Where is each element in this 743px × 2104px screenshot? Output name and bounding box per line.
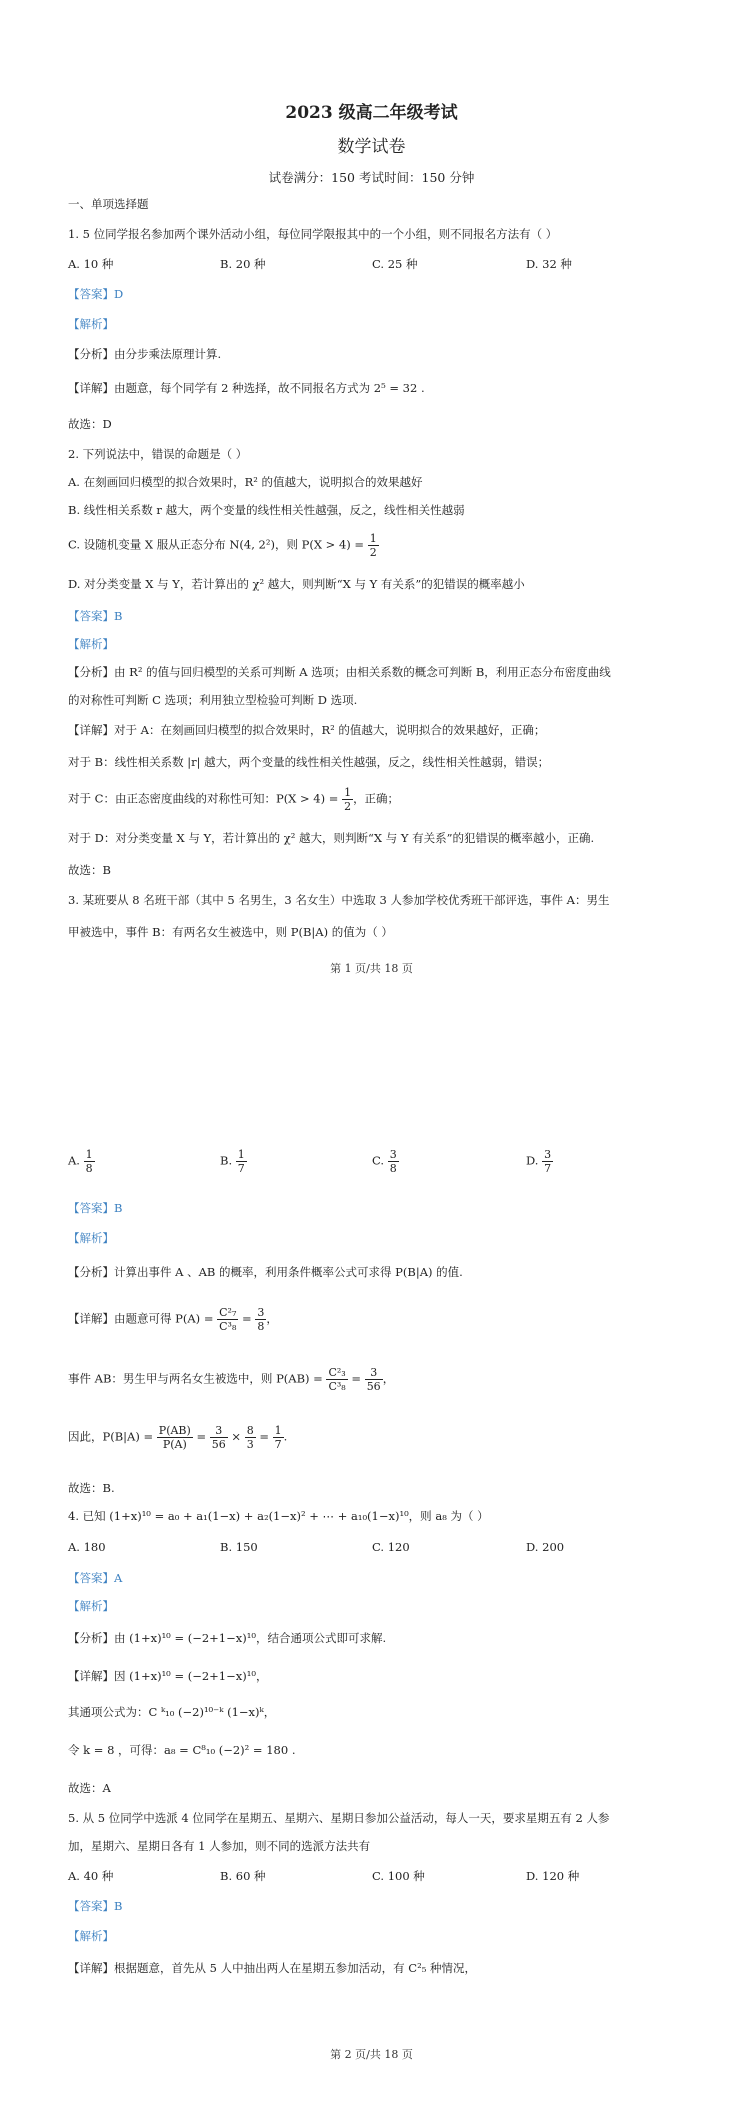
q2-option-c — [68, 532, 379, 559]
q4-stem: 4. 已知 (1+x)¹⁰ = a₀ + a₁(1−x) + a₂(1−x)² + ⋯ + a₁₀(1−x)¹⁰，则 a₈ 为（ ） — [68, 1509, 489, 1523]
q5-analysis-label: 【解析】 — [68, 1929, 114, 1943]
exam-subtitle: 数学试卷 — [337, 137, 406, 157]
answer-label: 【答案】 — [68, 1571, 114, 1585]
q5-option-c: C. 100 种 — [372, 1869, 425, 1883]
exam-title: 2023 级高二年级考试 — [285, 103, 458, 123]
fraction-numerator: 8 — [246, 1424, 254, 1437]
exam-info: 试卷满分：150 考试时间：150 分钟 — [268, 170, 475, 185]
q1-analysis-label: 【解析】 — [68, 317, 114, 331]
answer-label: 【答案】 — [68, 1899, 114, 1913]
q1-option-b: B. 20 种 — [220, 257, 266, 271]
fraction-denominator: 7 — [544, 1162, 552, 1175]
q3-option-a-label: A. — [68, 1153, 80, 1168]
q3-answer-value: B — [114, 1201, 123, 1215]
fraction-numerator: P(AB) — [158, 1424, 191, 1437]
q3-detail-3-tail: . — [283, 1429, 288, 1444]
q5-answer-value: B — [114, 1899, 123, 1913]
q3-fenxi: 【分析】计算出事件 A 、AB 的概率，利用条件概率公式可求得 P(B|A) 的值. — [68, 1265, 463, 1279]
q2-option-b: B. 线性相关系数 r 越大，两个变量的线性相关性越强，反之，线性相关性越弱 — [68, 503, 465, 517]
q3-option-b-label: B. — [220, 1153, 233, 1168]
q2-option-c-text: C. 设随机变量 X 服从正态分布 N(4, 2²)，则 P(X > 4) = — [68, 537, 365, 552]
q1-answer-value: D — [114, 287, 124, 301]
answer-label: 【答案】 — [68, 1201, 114, 1215]
q2-conclusion: 故选：B — [68, 863, 111, 877]
fraction-denominator: 8 — [389, 1162, 397, 1175]
fraction-denominator: 56 — [366, 1380, 381, 1393]
fraction-numerator: 3 — [544, 1148, 552, 1161]
q3-detail-2-text: 事件 AB：男生甲与两名女生被选中，则 P(AB) = — [68, 1371, 323, 1386]
q2-option-d: D. 对分类变量 X 与 Y，若计算出的 χ² 越大，则判断“X 与 Y 有关系”的犯错误的概率越小 — [68, 577, 525, 591]
q1-option-c: C. 25 种 — [372, 257, 418, 271]
fraction-numerator: 1 — [344, 786, 352, 799]
equals-sign: = — [351, 1371, 362, 1386]
q2-detail-d: 对于 D：对分类变量 X 与 Y，若计算出的 χ² 越大，则判断“X 与 Y 有关系”的犯错误的概率越小，正确. — [68, 831, 595, 845]
q3-option-d — [526, 1148, 553, 1175]
fraction-denominator: 3 — [246, 1438, 254, 1451]
fraction-denominator: 8 — [85, 1162, 93, 1175]
q1-answer — [68, 286, 123, 302]
q3-detail-1 — [68, 1306, 278, 1333]
q5-option-d: D. 120 种 — [526, 1869, 580, 1883]
q4-option-b: B. 150 — [220, 1540, 258, 1554]
section-heading: 一、单项选择题 — [68, 197, 149, 211]
q5-stem-line2: 加，星期六、星期日各有 1 人参加，则不同的选派方法共有 — [68, 1839, 371, 1853]
q2-answer — [68, 608, 122, 624]
fraction-numerator: 1 — [369, 532, 377, 545]
q1-stem: 1. 5 位同学报名参加两个课外活动小组，每位同学限报其中的一个小组，则不同报名方法有（ ） — [68, 227, 558, 241]
q1-option-a: A. 10 种 — [68, 257, 114, 271]
q3-option-a — [68, 1148, 95, 1175]
q4-detail-1: 【详解】因 (1+x)¹⁰ = (−2+1−x)¹⁰， — [68, 1669, 268, 1683]
fraction-numerator: 1 — [85, 1148, 93, 1161]
q3-detail-2-tail: ， — [382, 1371, 395, 1386]
fraction-denominator: 8 — [257, 1320, 265, 1333]
q3-detail-3-text: 因此，P(B|A) = — [68, 1429, 154, 1444]
q3-option-d-label: D. — [526, 1153, 539, 1168]
fraction-denominator: 2 — [344, 800, 352, 813]
q1-conclusion: 故选：D — [68, 417, 112, 431]
fraction-denominator: 7 — [274, 1438, 282, 1451]
q1-option-d: D. 32 种 — [526, 257, 572, 271]
fraction-numerator: 3 — [365, 1366, 383, 1380]
q1-detail: 【详解】由题意，每个同学有 2 种选择，故不同报名方式为 2⁵ = 32 . — [68, 381, 425, 395]
q4-option-d: D. 200 — [526, 1540, 565, 1554]
fraction-denominator: 7 — [237, 1162, 245, 1175]
q4-answer-value: A — [114, 1571, 123, 1585]
q4-detail-2: 其通项公式为：C ᵏ₁₀ (−2)¹⁰⁻ᵏ (1−x)ᵏ， — [68, 1705, 276, 1719]
q2-detail-c-tail: ，正确； — [353, 791, 400, 806]
q2-stem: 2. 下列说法中，错误的命题是（ ） — [68, 447, 248, 461]
q2-detail-a: 【详解】对于 A：在刻画回归模型的拟合效果时，R² 的值越大，说明拟合的效果越好，正确； — [68, 723, 546, 737]
q3-detail-1-tail: ， — [266, 1311, 278, 1326]
q5-stem-line1: 5. 从 5 位同学中选派 4 位同学在星期五、星期六、星期日参加公益活动，每人一天，要求星期五有 2 人参 — [68, 1811, 610, 1825]
equals-sign: = — [196, 1429, 207, 1444]
q3-detail-1-text: 【详解】由题意可得 P(A) = — [68, 1311, 214, 1326]
q5-option-a: A. 40 种 — [68, 1869, 114, 1883]
q3-option-b — [220, 1148, 247, 1175]
q5-answer — [68, 1898, 122, 1914]
fraction-numerator: 1 — [237, 1148, 245, 1161]
q4-answer — [68, 1570, 122, 1586]
q3-stem-line1: 3. 某班要从 8 名班干部（其中 5 名男生，3 名女生）中选取 3 人参加学校优秀班干部评选，事件 A：男生 — [68, 893, 610, 907]
q2-option-c-fraction — [368, 532, 379, 559]
fraction-denominator: C³₈ — [328, 1380, 346, 1393]
q4-detail-3: 令 k = 8 ，可得：a₈ = C⁸₁₀ (−2)² = 180 . — [68, 1743, 296, 1757]
fraction-numerator: 3 — [389, 1148, 397, 1161]
q5-option-b: B. 60 种 — [220, 1869, 266, 1883]
times-sign: × — [231, 1429, 242, 1444]
q2-answer-value: B — [114, 609, 123, 623]
page-footer-2: 第 2 页/共 18 页 — [330, 2048, 413, 2061]
fraction-numerator: 3 — [257, 1306, 265, 1319]
q2-detail-c-text: 对于 C：由正态密度曲线的对称性可知：P(X > 4) = — [68, 791, 339, 806]
q2-detail-b: 对于 B：线性相关系数 |r| 越大，两个变量的线性相关性越强，反之，线性相关性越弱，错误； — [68, 755, 550, 769]
q3-option-c — [372, 1148, 399, 1175]
q3-answer — [68, 1200, 122, 1216]
q3-stem-line2: 甲被选中，事件 B：有两名女生被选中，则 P(B|A) 的值为（ ） — [68, 925, 393, 939]
fraction-denominator: 2 — [369, 546, 377, 559]
fraction-numerator: C²₃ — [328, 1366, 346, 1379]
page-footer-1: 第 1 页/共 18 页 — [330, 962, 413, 975]
q2-option-a: A. 在刻画回归模型的拟合效果时，R² 的值越大，说明拟合的效果越好 — [68, 475, 423, 489]
answer-label: 【答案】 — [68, 609, 114, 623]
fraction-numerator: 1 — [274, 1424, 282, 1437]
q4-option-a: A. 180 — [68, 1540, 106, 1554]
q4-conclusion: 故选：A — [68, 1781, 111, 1795]
q3-option-c-label: C. — [372, 1153, 385, 1168]
q2-detail-c-fraction — [342, 786, 353, 813]
fraction-denominator: C³₈ — [219, 1320, 237, 1333]
q3-analysis-label: 【解析】 — [68, 1231, 114, 1245]
fraction-numerator: 3 — [210, 1424, 228, 1438]
q3-detail-2 — [68, 1366, 394, 1393]
q5-detail: 【详解】根据题意，首先从 5 人中抽出两人在星期五参加活动，有 C²₅ 种情况， — [68, 1961, 476, 1975]
q2-fenxi-line2: 的对称性可判断 C 选项；利用独立型检验可判断 D 选项. — [68, 693, 358, 707]
fraction-denominator: 56 — [211, 1438, 226, 1451]
q2-analysis-label: 【解析】 — [68, 637, 114, 651]
q2-detail-c — [68, 786, 399, 813]
q4-option-c: C. 120 — [372, 1540, 410, 1554]
q4-fenxi: 【分析】由 (1+x)¹⁰ = (−2+1−x)¹⁰，结合通项公式即可求解. — [68, 1631, 387, 1645]
answer-label: 【答案】 — [68, 287, 114, 301]
fraction-denominator: P(A) — [162, 1438, 187, 1451]
q4-analysis-label: 【解析】 — [68, 1599, 114, 1613]
q3-detail-3 — [68, 1424, 287, 1451]
q3-conclusion: 故选：B. — [68, 1481, 115, 1495]
equals-sign: = — [242, 1311, 252, 1326]
q2-fenxi-line1: 【分析】由 R² 的值与回归模型的关系可判断 A 选项；由相关系数的概念可判断 B，利用正态分布密度曲线 — [68, 665, 611, 679]
q1-fenxi: 【分析】由分步乘法原理计算. — [68, 347, 222, 361]
fraction-numerator: C²₇ — [219, 1306, 237, 1319]
equals-sign: = — [259, 1429, 270, 1444]
